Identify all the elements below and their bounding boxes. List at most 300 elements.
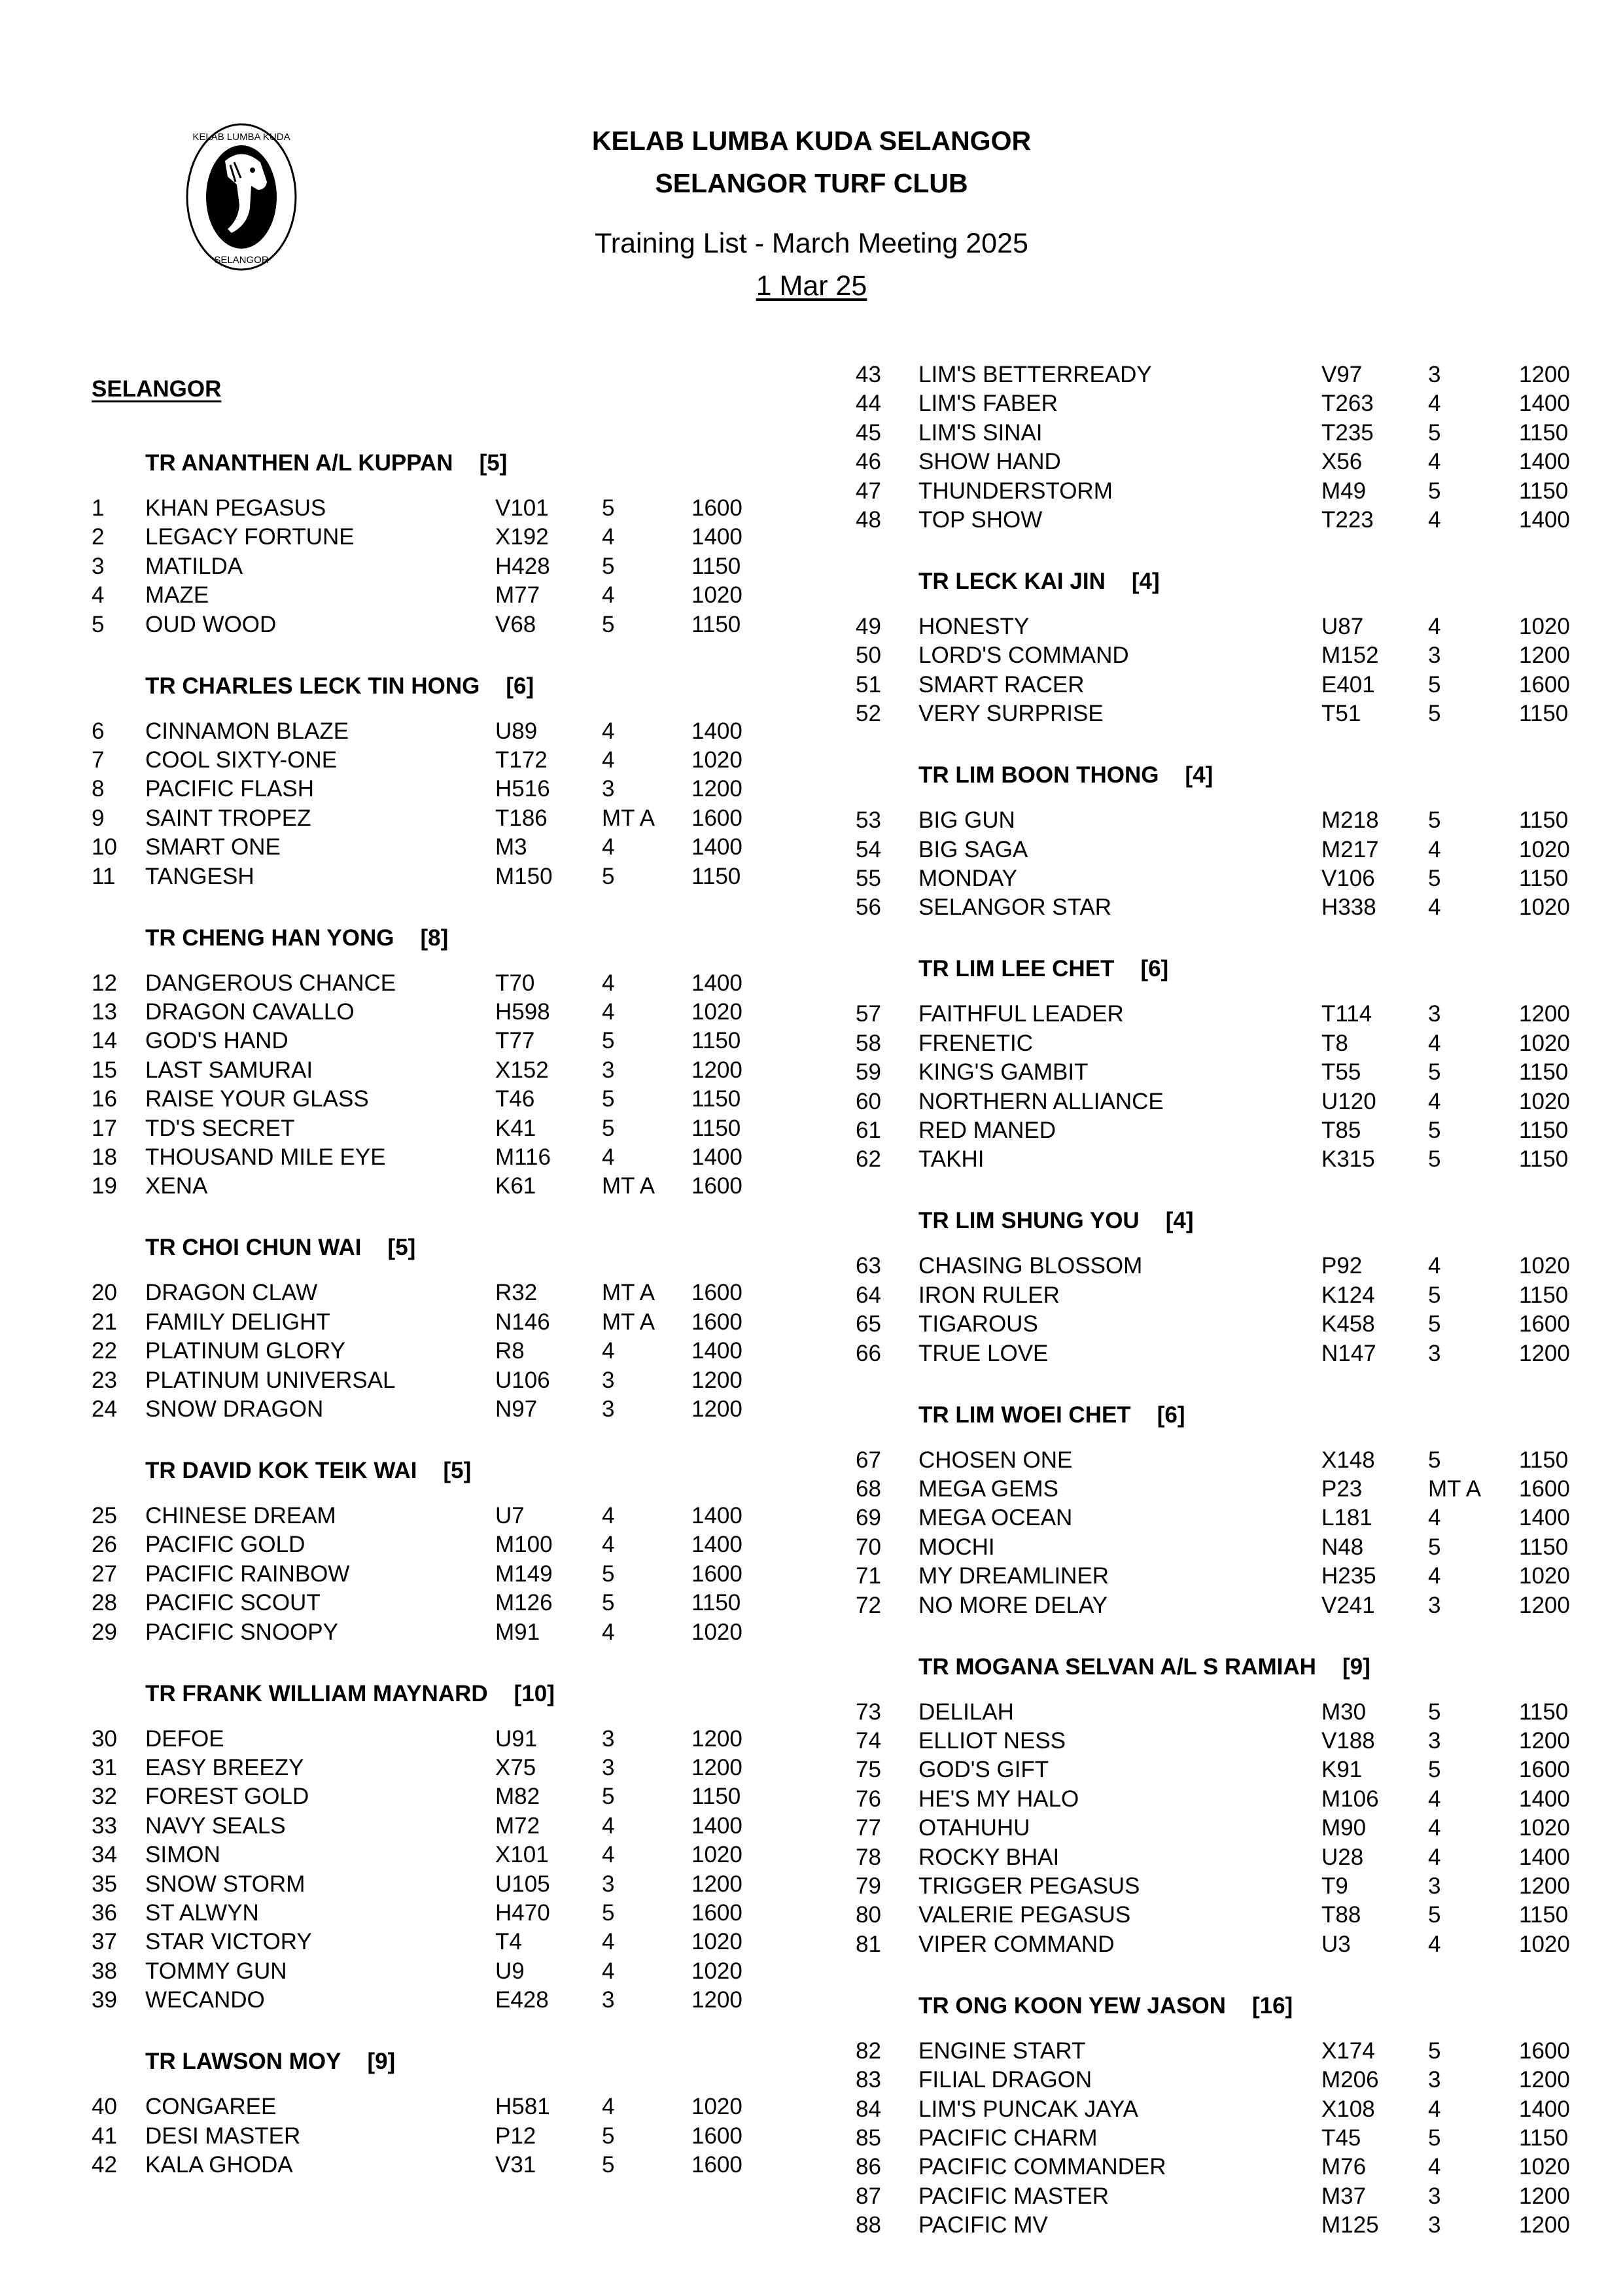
horse-name: IRON RULER [918,1282,1060,1308]
horse-number: 11 [92,863,116,889]
horse-number: 65 [856,1311,881,1337]
horse-name: OUD WOOD [145,611,277,637]
horse-distance: 1600 [691,1309,742,1335]
trainer-name: TR LIM BOON THONG [918,762,1159,788]
horse-distance: 1400 [691,1503,742,1528]
horse-distance: 1200 [691,1755,742,1780]
horse-code: T114 [1321,1001,1372,1027]
horse-rating: 5 [602,495,615,521]
horse-distance: 1400 [1519,1786,1570,1812]
horse-code: T223 [1321,507,1374,533]
horse-rating: 5 [1428,2125,1441,2151]
horse-number: 80 [856,1902,881,1928]
horse-distance: 1200 [691,1057,742,1083]
trainer-horse-count: [6] [1157,1402,1185,1428]
horse-code: T55 [1321,1059,1361,1086]
horse-name: DRAGON CAVALLO [145,999,355,1025]
horse-name: LORD'S COMMAND [918,643,1129,669]
logo-text-bottom: SELANGOR [214,255,269,266]
horse-code: M91 [495,1619,540,1645]
horse-rating: 4 [1428,1030,1441,1056]
horse-number: 55 [856,866,881,891]
horse-number: 66 [856,1340,881,1366]
horse-number: 7 [92,747,105,773]
horse-distance: 1150 [691,1115,741,1141]
horse-name: SMART ONE [145,834,281,860]
horse-distance: 1020 [691,999,742,1025]
horse-rating: 3 [1428,1592,1441,1618]
trainer-heading [145,450,507,476]
horse-distance: 1400 [1519,2096,1570,2122]
horse-code: V68 [495,611,536,637]
horse-code: R8 [495,1338,525,1364]
horse-rating: 5 [602,1028,615,1054]
horse-number: 86 [856,2154,881,2180]
horse-rating: 4 [602,1958,615,1984]
horse-rating: 3 [1428,643,1441,669]
horse-rating: 4 [602,1619,615,1645]
horse-code: X101 [495,1842,549,1868]
trainer-horse-count: [10] [514,1680,555,1706]
horse-rating: 4 [1428,2154,1441,2180]
horse-name: STAR VICTORY [145,1929,312,1955]
horse-number: 88 [856,2212,881,2238]
horse-name: ST ALWYN [145,1900,259,1926]
horse-rating: 3 [602,1755,615,1780]
horse-distance: 1150 [1519,1146,1569,1173]
horse-name: TOP SHOW [918,507,1043,533]
horse-name: SIMON [145,1842,220,1868]
horse-code: K61 [495,1173,536,1199]
horse-distance: 1600 [691,1280,742,1306]
horse-distance: 1150 [691,1590,741,1616]
horse-rating: 4 [602,747,615,773]
horse-rating: 5 [602,611,615,637]
horse-rating: 5 [1428,2038,1441,2064]
horse-rating: 5 [1428,1534,1441,1560]
horse-rating: 4 [1428,507,1441,533]
horse-rating: MT A [602,805,655,831]
trainer-name: TR CHARLES LECK TIN HONG [145,673,480,699]
horse-name: PACIFIC RAINBOW [145,1561,350,1587]
horse-code: U91 [495,1725,538,1752]
horse-number: 26 [92,1532,117,1558]
horse-code: P23 [1321,1476,1363,1502]
horse-distance: 1020 [1519,1931,1570,1957]
horse-code: T172 [495,747,548,773]
horse-rating: 5 [1428,671,1441,698]
horse-distance: 1600 [691,2152,742,2178]
horse-name: SMART RACER [918,671,1085,698]
horse-distance: 1200 [1519,1728,1570,1754]
horse-distance: 1150 [1519,807,1569,834]
horse-number: 48 [856,507,881,533]
trainer-name: TR ANANTHEN A/L KUPPAN [145,450,453,476]
horse-distance: 1200 [691,1367,742,1393]
horse-name: XENA [145,1173,208,1199]
horse-number: 35 [92,1871,117,1897]
horse-number: 29 [92,1619,117,1645]
horse-distance: 1020 [1519,1253,1570,1279]
horse-code: U7 [495,1503,525,1528]
horse-number: 40 [92,2094,117,2120]
horse-distance: 1020 [691,747,742,773]
horse-rating: 4 [602,1503,615,1528]
horse-distance: 1020 [691,1958,742,1984]
horse-code: X75 [495,1755,536,1780]
horse-name: LIM'S FABER [918,391,1058,417]
trainer-horse-count: [16] [1251,1992,1293,2019]
horse-name: RED MANED [918,1118,1056,1143]
horse-name: DANGEROUS CHANCE [145,970,396,996]
horse-distance: 1150 [691,1028,741,1054]
horse-code: T46 [495,1086,535,1112]
horse-rating: 5 [602,1086,615,1112]
horse-distance: 1400 [1519,449,1570,475]
horse-name: CINNAMON BLAZE [145,718,349,744]
horse-rating: 3 [602,1871,615,1897]
horse-rating: 3 [602,1057,615,1083]
horse-number: 85 [856,2125,881,2151]
horse-code: T51 [1321,701,1361,727]
trainer-name: TR FRANK WILLIAM MAYNARD [145,1680,488,1706]
horse-number: 24 [92,1396,117,1422]
horse-number: 61 [856,1118,881,1143]
horse-rating: 3 [1428,2067,1441,2093]
horse-name: TRIGGER PEGASUS [918,1873,1140,1899]
horse-rating: 4 [602,1144,615,1170]
horse-rating: 4 [1428,2096,1441,2122]
horse-number: 31 [92,1755,117,1780]
horse-name: ENGINE START [918,2038,1086,2064]
horse-distance: 1200 [691,1987,742,2013]
horse-code: U106 [495,1367,550,1393]
horse-code: U28 [1321,1844,1364,1870]
horse-rating: 5 [602,863,615,889]
logo-text-top: KELAB LUMBA KUDA [192,132,290,143]
horse-name: EASY BREEZY [145,1755,304,1780]
horse-code: V106 [1321,866,1375,891]
horse-number: 23 [92,1367,117,1393]
horse-number: 20 [92,1280,117,1306]
horse-rating: 3 [602,1396,615,1422]
horse-distance: 1020 [1519,836,1570,862]
trainer-horse-count: [6] [506,673,534,699]
horse-distance: 1400 [1519,1844,1570,1870]
horse-name: CONGAREE [145,2094,277,2120]
horse-name: CHOSEN ONE [918,1447,1073,1473]
horse-distance: 1200 [691,1396,742,1422]
horse-name: FILIAL DRAGON [918,2067,1092,2093]
horse-number: 71 [856,1563,881,1589]
horse-rating: 3 [602,776,615,802]
horse-number: 8 [92,776,105,802]
horse-name: TRUE LOVE [918,1340,1049,1366]
horse-number: 84 [856,2096,881,2122]
trainer-name: TR ONG KOON YEW JASON [918,1992,1226,2019]
horse-distance: 1200 [1519,2067,1570,2093]
horse-name: PACIFIC SCOUT [145,1590,321,1616]
horse-rating: 4 [1428,894,1441,921]
horse-rating: 3 [1428,1728,1441,1754]
horse-distance: 1150 [691,553,741,579]
trainer-horse-count: [8] [420,925,449,951]
horse-distance: 1150 [691,611,741,637]
horse-name: CHASING BLOSSOM [918,1253,1143,1279]
horse-rating: MT A [1428,1476,1482,1502]
horse-code: H598 [495,999,550,1025]
horse-name: DEFOE [145,1725,224,1752]
horse-number: 53 [856,807,881,834]
horse-name: MATILDA [145,553,243,579]
horse-number: 46 [856,449,881,475]
horse-number: 58 [856,1030,881,1056]
horse-rating: 5 [1428,807,1441,834]
horse-rating: 4 [602,1338,615,1364]
horse-code: M218 [1321,807,1379,834]
horse-number: 16 [92,1086,117,1112]
horse-code: V188 [1321,1728,1375,1754]
horse-number: 73 [856,1699,881,1725]
horse-rating: 4 [602,1532,615,1558]
horse-number: 27 [92,1561,117,1587]
horse-name: SNOW DRAGON [145,1396,324,1422]
horse-code: M106 [1321,1786,1379,1812]
horse-distance: 1150 [1519,1534,1569,1560]
horse-name: SNOW STORM [145,1871,305,1897]
horse-name: KING'S GAMBIT [918,1059,1089,1086]
horse-distance: 1020 [691,2094,742,2120]
horse-code: V31 [495,2152,536,2178]
horse-number: 39 [92,1987,117,2013]
horse-rating: 3 [602,1367,615,1393]
horse-number: 70 [856,1534,881,1560]
horse-name: PACIFIC SNOOPY [145,1619,338,1645]
horse-name: PLATINUM UNIVERSAL [145,1367,396,1393]
horse-code: T8 [1321,1030,1348,1056]
horse-number: 45 [856,419,881,446]
horse-rating: 5 [602,1900,615,1926]
trainer-name: TR CHENG HAN YONG [145,925,394,951]
horse-distance: 1400 [691,718,742,744]
horse-code: M37 [1321,2183,1367,2209]
horse-name: DELILAH [918,1699,1014,1725]
horse-distance: 1200 [691,1871,742,1897]
horse-distance: 1150 [1519,1902,1569,1928]
horse-distance: 1150 [1519,419,1569,446]
horse-distance: 1150 [1519,1059,1569,1086]
horse-number: 12 [92,970,117,996]
horse-rating: 3 [1428,1340,1441,1366]
horse-name: SELANGOR STAR [918,894,1111,921]
trainer-name: TR LECK KAI JIN [918,569,1106,594]
horse-code: H581 [495,2094,550,2120]
horse-name: LIM'S PUNCAK JAYA [918,2096,1139,2122]
horse-distance: 1150 [1519,1699,1569,1725]
horse-name: MEGA OCEAN [918,1505,1073,1531]
horse-number: 74 [856,1728,881,1754]
horse-number: 43 [856,362,881,387]
horse-code: T88 [1321,1902,1361,1928]
trainer-name: TR LIM SHUNG YOU [918,1208,1140,1234]
horse-rating: 4 [1428,1088,1441,1114]
horse-distance: 1600 [691,1173,742,1199]
horse-distance: 1600 [1519,671,1570,698]
horse-rating: 4 [602,1842,615,1868]
trainer-horse-count: [4] [1131,569,1160,594]
horse-number: 34 [92,1842,117,1868]
horse-rating: MT A [602,1280,655,1306]
horse-name: OTAHUHU [918,1815,1030,1841]
horse-rating: 5 [1428,1757,1441,1783]
horse-distance: 1400 [691,970,742,996]
horse-number: 87 [856,2183,881,2209]
horse-number: 32 [92,1784,117,1810]
horse-code: T9 [1321,1873,1348,1899]
horse-number: 77 [856,1815,881,1841]
horse-name: THUNDERSTORM [918,478,1113,504]
horse-number: 82 [856,2038,881,2064]
horse-number: 4 [92,582,105,609]
horse-code: M126 [495,1590,553,1616]
horse-number: 57 [856,1001,881,1027]
horse-code: T4 [495,1929,522,1955]
trainer-heading [918,1402,1185,1428]
horse-code: M90 [1321,1815,1367,1841]
horse-distance: 1600 [691,1900,742,1926]
horse-code: U3 [1321,1931,1351,1957]
horse-name: PLATINUM GLORY [145,1338,345,1364]
horse-name: BIG SAGA [918,836,1028,862]
horse-code: X152 [495,1057,549,1083]
horse-distance: 1150 [1519,2125,1569,2151]
horse-name: LEGACY FORTUNE [145,524,355,550]
horse-number: 59 [856,1059,881,1086]
trainer-heading [145,1235,415,1261]
horse-distance: 1020 [691,1619,742,1645]
horse-rating: 4 [602,524,615,550]
trainer-heading [918,1993,1293,2019]
horse-distance: 1200 [1519,362,1570,387]
trainer-heading [145,2049,395,2075]
horse-distance: 1600 [1519,2038,1570,2064]
horse-name: PACIFIC MASTER [918,2183,1109,2209]
horse-code: U89 [495,718,538,744]
horse-code: U105 [495,1871,550,1897]
horse-name: SAINT TROPEZ [145,805,311,831]
horse-rating: 4 [1428,1931,1441,1957]
horse-number: 15 [92,1057,117,1083]
horse-distance: 1400 [691,1144,742,1170]
horse-rating: 5 [1428,1059,1441,1086]
horse-distance: 1600 [1519,1311,1570,1337]
trainer-horse-count: [9] [367,2049,396,2075]
trainer-heading [918,1654,1370,1680]
horse-distance: 1020 [691,582,742,609]
horse-number: 6 [92,718,105,744]
horse-number: 83 [856,2067,881,2093]
horse-number: 25 [92,1503,117,1528]
horse-distance: 1400 [1519,391,1570,417]
horse-name: KALA GHODA [145,2152,293,2178]
horse-distance: 1150 [1519,478,1569,504]
horse-code: M206 [1321,2067,1379,2093]
horse-distance: 1600 [691,805,742,831]
horse-rating: 4 [602,1812,615,1839]
horse-number: 1 [92,495,105,521]
horse-code: M150 [495,863,553,889]
horse-code: X56 [1321,449,1363,475]
horse-distance: 1600 [691,2123,742,2149]
horse-distance: 1400 [691,524,742,550]
horse-name: HE'S MY HALO [918,1786,1079,1812]
horse-code: V97 [1321,362,1363,387]
horse-rating: 5 [1428,478,1441,504]
horse-name: TANGESH [145,863,254,889]
horse-number: 44 [856,391,881,417]
horse-code: K124 [1321,1282,1375,1308]
horse-rating: 4 [1428,1563,1441,1589]
horse-number: 72 [856,1592,881,1618]
horse-distance: 1020 [691,1929,742,1955]
trainer-horse-count: [5] [479,450,508,476]
horse-code: T186 [495,805,548,831]
horse-name: FAITHFUL LEADER [918,1001,1124,1027]
horse-code: M125 [1321,2212,1379,2238]
horse-rating: 4 [1428,1844,1441,1870]
horse-distance: 1200 [1519,643,1570,669]
horse-name: TD'S SECRET [145,1115,295,1141]
horse-name: TOMMY GUN [145,1958,287,1984]
horse-code: X108 [1321,2096,1375,2122]
horse-distance: 1600 [691,1561,742,1587]
horse-name: BIG GUN [918,807,1015,834]
horse-code: M100 [495,1532,553,1558]
horse-number: 18 [92,1144,117,1170]
horse-distance: 1150 [1519,1447,1569,1473]
horse-name: PACIFIC COMMANDER [918,2154,1166,2180]
horse-number: 49 [856,614,881,639]
horse-name: PACIFIC CHARM [918,2125,1098,2151]
horse-rating: 5 [1428,701,1441,727]
horse-rating: 4 [602,2094,615,2120]
horse-number: 41 [92,2123,117,2149]
trainer-horse-count: [6] [1140,956,1169,982]
horse-distance: 1020 [1519,1030,1570,1056]
club-name-english: SELANGOR TURF CLUB [655,168,968,198]
horse-number: 69 [856,1505,881,1531]
horse-distance: 1200 [691,1725,742,1752]
horse-name: PACIFIC FLASH [145,776,315,802]
horse-number: 47 [856,478,881,504]
horse-distance: 1020 [1519,2154,1570,2180]
horse-name: MONDAY [918,866,1018,891]
trainer-heading [145,1681,555,1707]
horse-code: N48 [1321,1534,1364,1560]
horse-rating: 4 [602,834,615,860]
horse-code: K315 [1321,1146,1375,1173]
horse-name: LAST SAMURAI [145,1057,313,1083]
horse-distance: 1150 [1519,1118,1569,1143]
horse-number: 38 [92,1958,117,1984]
horse-rating: 5 [1428,1902,1441,1928]
horse-code: M149 [495,1561,553,1587]
horse-name: VERY SURPRISE [918,701,1104,727]
horse-name: FRENETIC [918,1030,1033,1056]
horse-rating: 4 [1428,1253,1441,1279]
horse-code: H516 [495,776,550,802]
horse-name: NAVY SEALS [145,1812,286,1839]
